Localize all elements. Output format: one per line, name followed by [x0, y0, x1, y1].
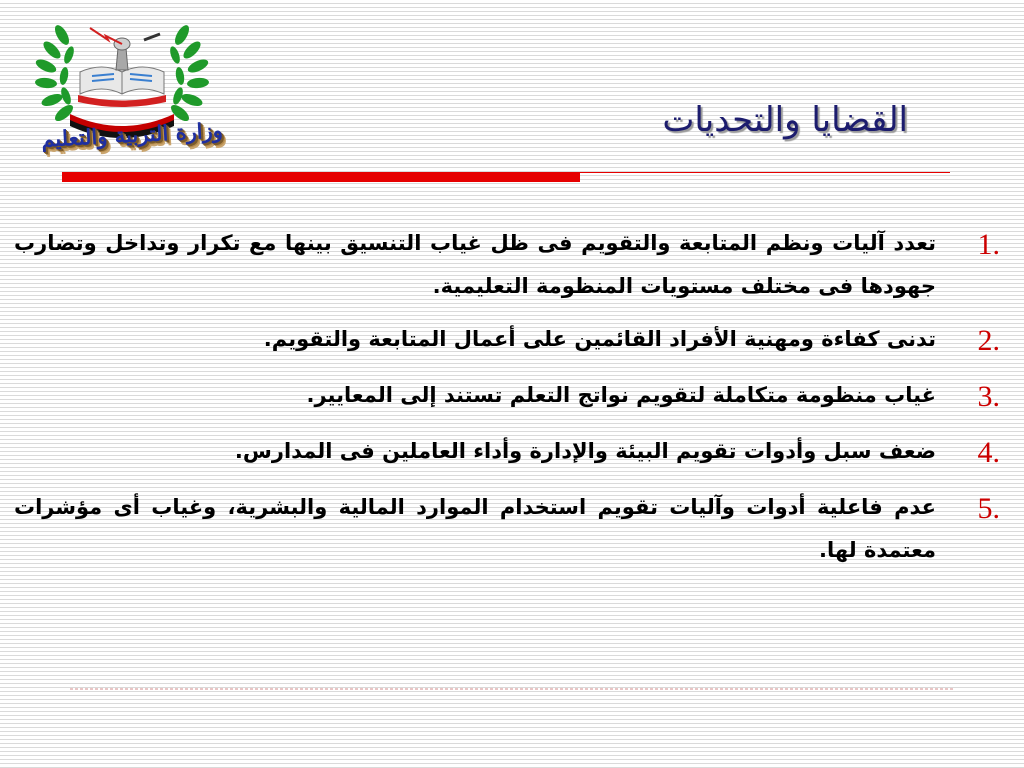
slide-title: القضايا والتحديات [662, 100, 908, 140]
ministry-logo [22, 10, 222, 170]
item-text: ضعف سبل وأدوات تقويم البيئة والإدارة وأداء العاملين فى المدارس. [234, 439, 936, 463]
challenges-list [14, 222, 1014, 582]
item-text: تعدد آليات ونظم المتابعة والتقويم فى ظل غياب التنسيق بينها مع تكرار وتداخل وتضارب جهودها فى مختلف مستويات المنظومة التعليمية. [14, 231, 936, 298]
list-item [14, 222, 1014, 308]
item-number: 2. [977, 324, 1000, 357]
item-text: عدم فاعلية أدوات وآليات تقويم استخدام الموارد المالية والبشرية، وغياب أى مؤشرات معتمدة لها. [14, 495, 936, 562]
item-number: 4. [977, 436, 1000, 469]
list-item [14, 486, 1014, 572]
logo-caption: وزارة التربية والتعليم [40, 117, 224, 152]
list-item [14, 430, 1014, 476]
item-number: 5. [977, 492, 1000, 525]
title-underline-red [62, 172, 580, 182]
item-text: غياب منظومة متكاملة لتقويم نواتج التعلم تستند إلى المعايير. [306, 383, 936, 407]
item-text: تدنى كفاءة ومهنية الأفراد القائمين على أعمال المتابعة والتقويم. [263, 327, 936, 351]
item-number: 3. [977, 380, 1000, 413]
list-item [14, 318, 1014, 364]
footer-divider [70, 688, 954, 690]
list-item [14, 374, 1014, 420]
item-number: 1. [977, 228, 1000, 261]
title-underline-thin [580, 172, 950, 173]
